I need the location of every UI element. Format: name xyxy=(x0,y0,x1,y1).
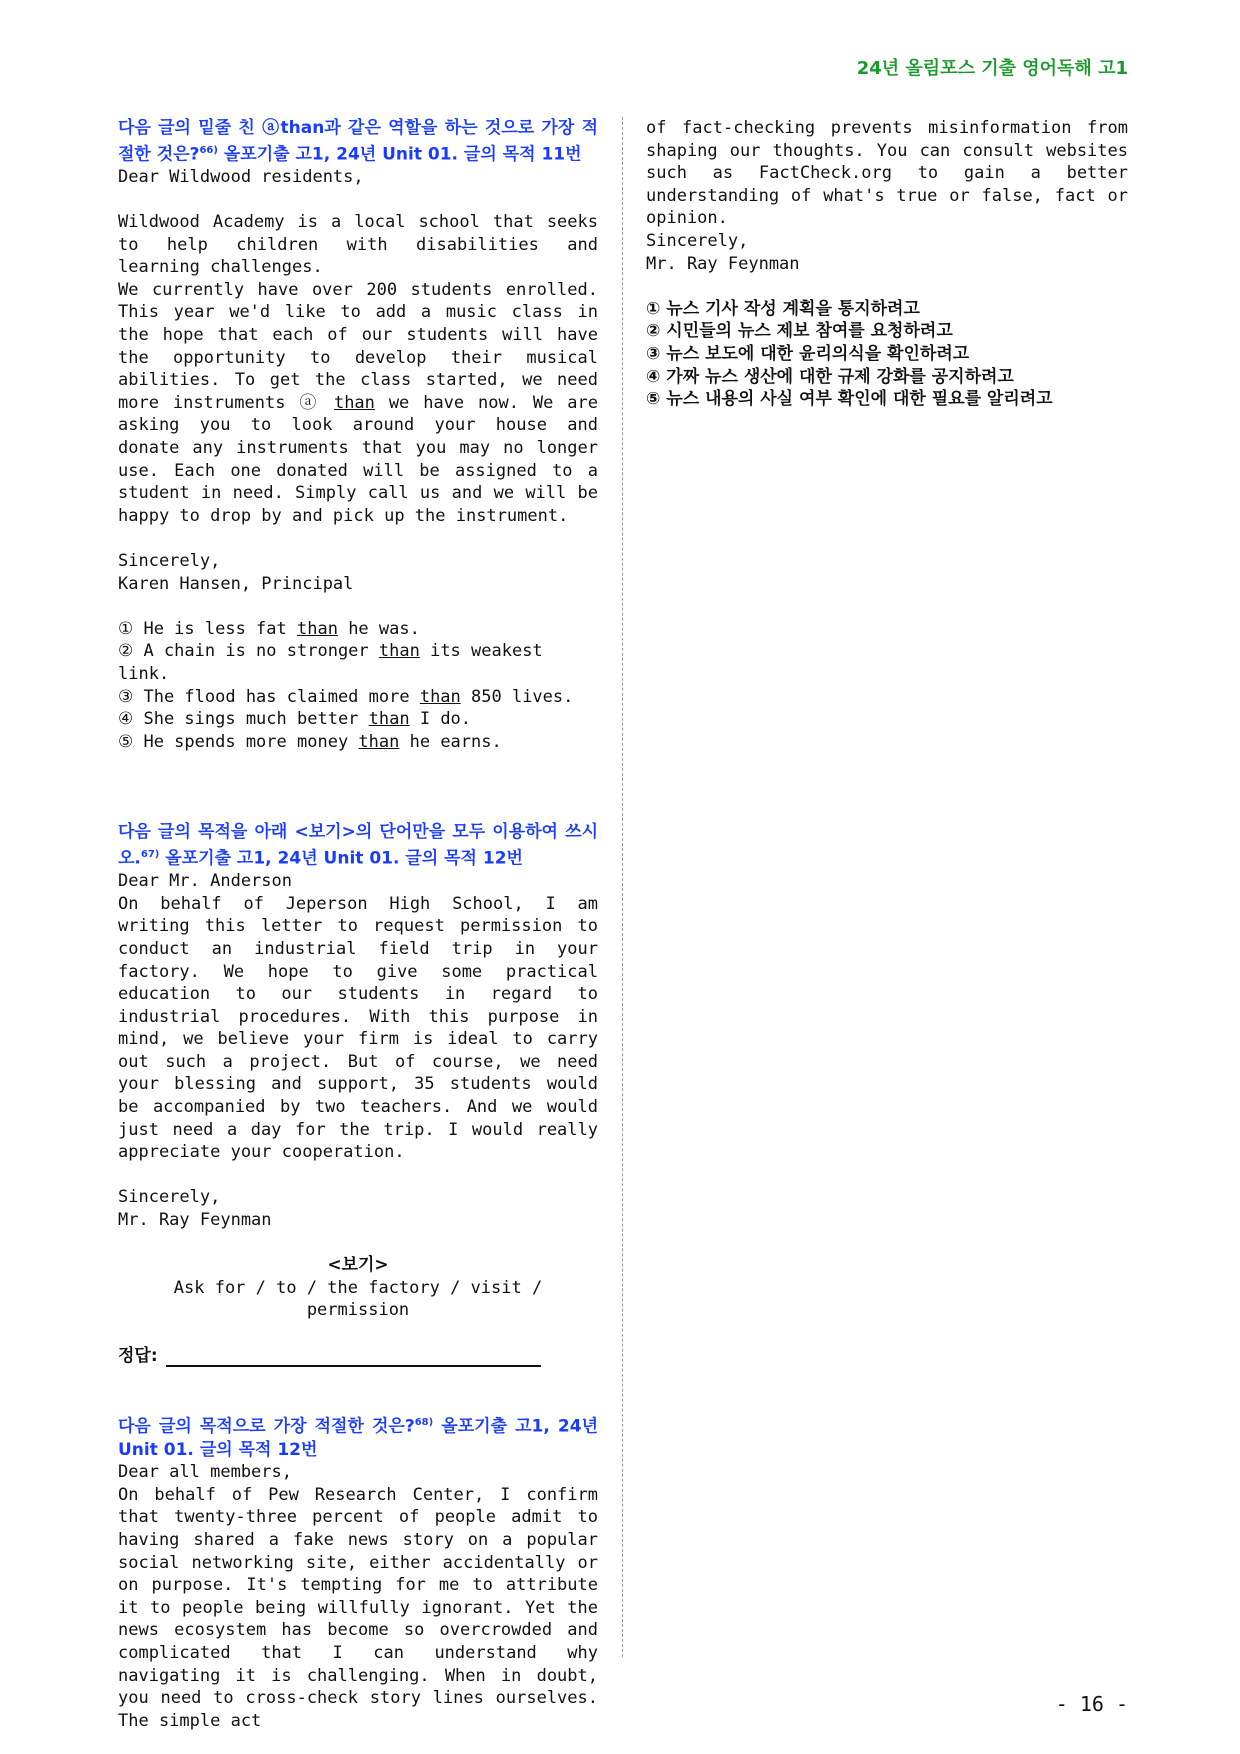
right-column xyxy=(646,117,1128,411)
option-68-2[interactable]: ② 시민들의 뉴스 제보 참여를 요청하려고 xyxy=(646,321,953,342)
letter-66-closing: Sincerely, xyxy=(118,550,221,571)
question-68-text: 다음 글의 목적으로 가장 적절한 것은? xyxy=(118,1417,415,1438)
letter-67-signature: Mr. Ray Feynman xyxy=(118,1210,272,1231)
page-number: - 16 - xyxy=(1055,1692,1128,1716)
question-66-source: 올포기출 고1, 24년 Unit 01. 글의 목적 11번 xyxy=(217,144,582,165)
letter-68-body-right: of fact-checking prevents misinformation from shaping our thoughts. You can consult websites such as FactCheck.org to gain a better understanding of what's true or false, fact or opinion. xyxy=(646,118,1128,229)
letter-66-para1: Wildwood Academy is a local school that seeks to help children with disabilities and learning challenges. xyxy=(118,212,598,278)
letter-68-closing: Sincerely, xyxy=(646,230,749,251)
answer-row xyxy=(118,1345,598,1368)
letter-67-salutation: Dear Mr. Anderson xyxy=(118,871,292,892)
option-66-2[interactable]: ② A chain is no stronger than its weakest link. xyxy=(118,641,543,684)
footnote-66: 66) xyxy=(199,144,218,156)
option-66-1[interactable]: ① He is less fat than he was. xyxy=(118,618,420,639)
option-68-5[interactable]: ⑤ 뉴스 내용의 사실 여부 확인에 대한 필요를 알리려고 xyxy=(646,389,1053,410)
question-67-text: 다음 글의 목적을 아래 <보기>의 단어만을 모두 이용하여 쓰시오. xyxy=(118,822,598,869)
example-box-title: <보기> xyxy=(327,1255,389,1276)
letter-66-salutation: Dear Wildwood residents, xyxy=(118,166,364,187)
letter-66-signature: Karen Hansen, Principal xyxy=(118,573,354,594)
option-68-1[interactable]: ① 뉴스 기사 작성 계획을 통지하려고 xyxy=(646,298,920,319)
letter-67-closing: Sincerely, xyxy=(118,1187,221,1208)
letter-68-signature: Mr. Ray Feynman xyxy=(646,253,800,274)
answer-label: 정답: xyxy=(118,1345,158,1366)
question-67-title xyxy=(118,821,598,870)
question-68-source: 올포기출 고1, 24년 Unit 01. 글의 목적 12번 xyxy=(118,1417,598,1460)
option-66-4[interactable]: ④ She sings much better than I do. xyxy=(118,709,472,730)
answer-blank[interactable] xyxy=(166,1347,541,1367)
question-66-text: 다음 글의 밑줄 친 ⓐthan과 같은 역할을 하는 것으로 가장 적절한 것은? xyxy=(118,118,598,165)
option-66-3[interactable]: ③ The flood has claimed more than 850 lives. xyxy=(118,686,574,707)
letter-68-salutation: Dear all members, xyxy=(118,1462,292,1483)
page-header: 24년 올림포스 기출 영어독해 고1 xyxy=(856,58,1128,79)
letter-67-body: On behalf of Jeperson High School, I am writing this letter to request permission to conduct an industrial field trip in your factory. We hope to give some practical education to our students in regard to industrial procedures. With this purpose in mind, we believe your firm is ideal to carry out such a project. But of course, we need your blessing and support, 35 students would be accompanied by two teachers. And we would just need a day for the trip. I would really appreciate your cooperation. xyxy=(118,893,598,1163)
question-67-source: 올포기출 고1, 24년 Unit 01. 글의 목적 12번 xyxy=(159,848,523,869)
option-68-3[interactable]: ③ 뉴스 보도에 대한 윤리의식을 확인하려고 xyxy=(646,343,970,364)
example-box-words: Ask for / to / the factory / visit / permission xyxy=(173,1277,543,1321)
column-divider xyxy=(622,117,623,1657)
letter-68-body-left: On behalf of Pew Research Center, I confirm that twenty-three percent of people admit to having shared a fake news story on a popular social networking site, either accidentally or on purpose. It's tempting for me to attribute it to people being willfully ignorant. Yet the news ecosystem has become so overcrowded and complicated that I can understand why navigating it is challenging. When in doubt, you need to cross-check story lines ourselves. The simple act xyxy=(118,1484,598,1731)
letter-66-para2: We currently have over 200 students enrolled. This year we'd like to add a music class in the hope that each of our students will have the opportunity to develop their musical abilities. To get the class started, we need more instruments ⓐ than we have now. We are asking you to look around your house and donate any instruments that you may no longer use. Each one donated will be assigned to a student in need. Simply call us and we will be happy to drop by and pick up the instrument. xyxy=(118,279,598,526)
option-68-4[interactable]: ④ 가짜 뉴스 생산에 대한 규제 강화를 공지하려고 xyxy=(646,366,1014,387)
left-column xyxy=(118,117,598,1732)
footnote-68: 68) xyxy=(414,1417,434,1429)
option-66-5[interactable]: ⑤ He spends more money than he earns. xyxy=(118,731,502,752)
footnote-67: 67) xyxy=(140,848,160,860)
question-68-title xyxy=(118,1412,598,1461)
underlined-than: than xyxy=(333,392,375,413)
question-66-title xyxy=(118,117,598,166)
